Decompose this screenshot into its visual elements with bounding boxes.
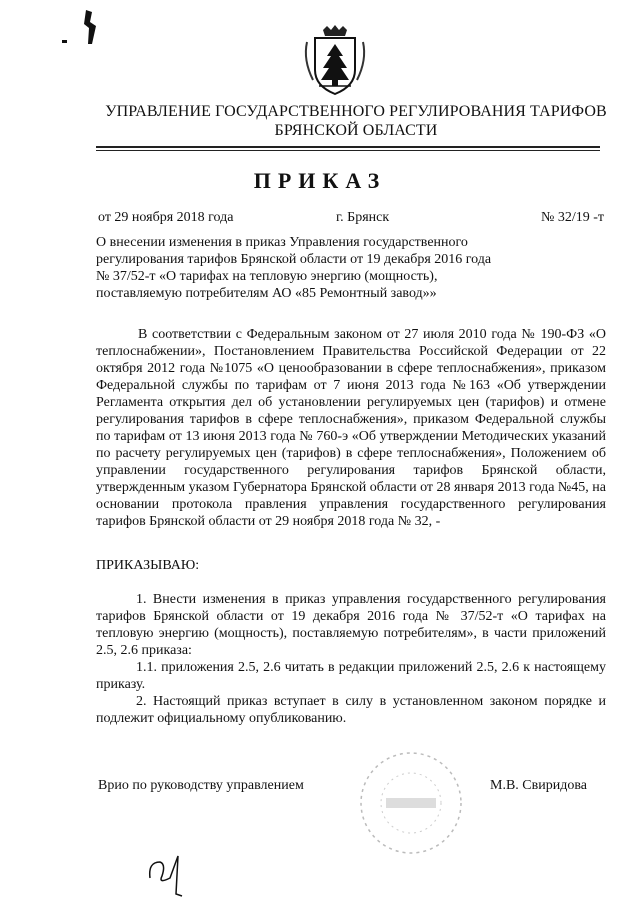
order-subject [96,234,566,302]
order-number: № 32/19 -т [540,210,604,225]
signatory-name: М.В. Свиридова [490,778,587,793]
item-1: 1. Внести изменения в приказ управления государственного регулирования тарифов Брянской области от 19 декабря 2016 года № 37/52-т «О тарифах на тепловую энергию (мощность), поставляемую потребителям», в части приложений 2.5, 2.6 приказа: [96,592,606,658]
item-1-1: 1.1. приложения 2.5, 2.6 читать в редакции приложений 2.5, 2.6 к настоящему приказу. [96,660,606,692]
subject-line: О внесении изменения в приказ Управления государственного [96,235,468,250]
order-keyword: ПРИКАЗЫВАЮ: [96,558,200,573]
issuer-name-line-1: УПРАВЛЕНИЕ ГОСУДАРСТВЕННОГО РЕГУЛИРОВАНИЯ ТАРИФОВ [105,103,607,120]
scan-mark [62,40,67,43]
handwritten-signature [140,848,200,898]
preamble-paragraph: В соответствии с Федеральным законом от 27 июля 2010 года № 190-ФЗ «О теплоснабжении», Постановлением Правительства Российской Федерации от 22 октября 2012 года №1075 «О ценообразовании в сфере теплоснабжения», приказом Федеральной службы по тарифам от 7 июня 2013 года №163 «Об утверждении Регламента открытия дел об установлении регулируемых цен (тарифов) и отмене регулирования тарифов в сфере теплоснабжения», приказом Федеральной службы по тарифам от 13 июня 2013 года № 760-э «Об утверждении Методических указаний по расчету регулируемых цен (тарифов) в сфере теплоснабжения», Положением об управлении государственного регулирования тарифов Брянской области, утвержденным указом Губернатора Брянской области от 28 января 2013 года №45, на основании протокола правления управления государственного регулирования тарифов Брянской области от 29 ноября 2018 года № 32, - [96,327,606,529]
subject-line: поставляемую потребителям АО «85 Ремонтный завод»» [96,286,437,301]
signatory-position: Врио по руководству управлением [98,778,304,793]
bryansk-coat-of-arms-icon [301,24,369,96]
order-city: г. Брянск [336,210,390,225]
item-2: 2. Настоящий приказ вступает в силу в установленном законом порядке и подлежит официальному опубликованию. [96,694,606,726]
handwritten-mark [80,8,100,46]
official-stamp [356,748,466,858]
order-items [96,591,606,727]
header-divider [96,146,600,148]
document-title: ПРИКАЗ [253,168,387,193]
order-date: от 29 ноября 2018 года [98,210,234,225]
subject-line: регулирования тарифов Брянской области от 19 декабря 2016 года [96,252,492,267]
issuer-name-line-2: БРЯНСКОЙ ОБЛАСТИ [274,122,438,139]
subject-line: № 37/52-т «О тарифах на тепловую энергию (мощность), [96,269,438,284]
header-divider-thin [96,150,600,151]
